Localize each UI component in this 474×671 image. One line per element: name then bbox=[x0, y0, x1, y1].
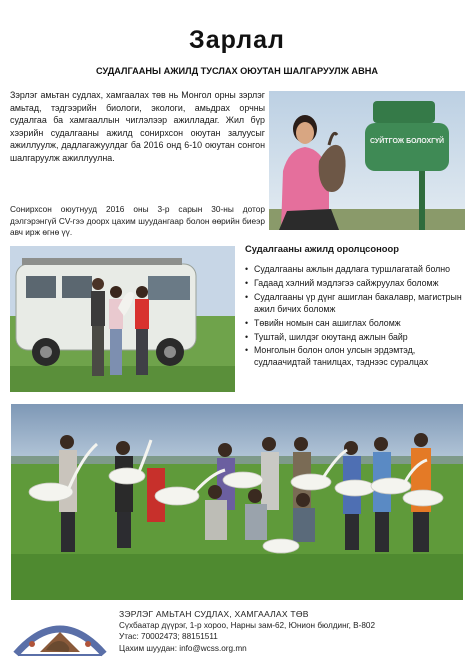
opportunity-item: • Туштай, шилдэг оюутанд ажлын байр bbox=[245, 332, 470, 344]
intro-paragraph: Зэрлэг амьтан судлах, хамгаалах төв нь Монгол орны зэрлэг амьтад, тэдгээрийн биологи, экологи, амьдрах орчны судалгаа ба хамгааллын чиглэлээр ажилладаг. Жил бүр хээрийн судалгааны ажилд сонирхсон оюутан залуусыг ажиллуулж, дадлагажуулдаг ба 2016 онд 6-10 оюутан сонгон шалгаруулж ажиллуулна. bbox=[10, 90, 265, 163]
wcss-logo bbox=[10, 608, 110, 664]
deadline-paragraph: Сонирхсон оюутнууд 2016 оны 3-р сарын 30-ны дотор дэлгэрэнгүй CV-гээ доорх цахим шуудангаар болон өөрийн биеэр авч ирж өгнө үү. bbox=[10, 204, 265, 238]
opportunity-item: • Гадаад хэлний мэдлэгээ сайжруулах боломж bbox=[245, 278, 470, 290]
opportunity-item: • Монголын болон олон улсын эрдэмтэд, судлаачидтай танилцах, тэднээс суралцах bbox=[245, 345, 470, 369]
footer-email[interactable]: Цахим шуудан: info@wcss.org.mn bbox=[119, 643, 247, 653]
photo-researcher-with-bird bbox=[269, 91, 465, 230]
footer-organization: ЗЭРЛЭГ АМЬТАН СУДЛАХ, ХАМГААЛАХ ТӨВ bbox=[119, 609, 309, 619]
page-title: Зарлал bbox=[189, 26, 285, 54]
opportunity-item: • Төвийн номын сан ашиглах боломж bbox=[245, 318, 470, 330]
opportunity-item: • Судалгааны ажлын дадлага туршлагатай болно bbox=[245, 264, 470, 276]
opportunities-list bbox=[245, 264, 470, 371]
opportunity-item: • Судалгааны үр дүнг ашиглан бакалавр, магистрын ажил бичих боломж bbox=[245, 292, 470, 316]
opportunities-heading: Судалгааны ажилд оролцсоноор bbox=[245, 243, 399, 254]
photo-group-with-swans bbox=[11, 404, 463, 600]
contact-footer bbox=[119, 609, 375, 654]
page-subtitle: СУДАЛГААНЫ АЖИЛД ТУСЛАХ ОЮУТАН ШАЛГАРУУЛЖ АВНА bbox=[96, 66, 378, 76]
sign-text: СУЙТГОЖ БОЛОХГҮЙ bbox=[369, 138, 445, 145]
photo-van-team bbox=[10, 246, 235, 392]
footer-address: Сүхбаатар дүүрэг, 1-р хороо, Нарны зам-62, Юнион бюлдинг, В-802 bbox=[119, 621, 375, 631]
footer-phone: Утас: 70002473; 88151511 bbox=[119, 632, 218, 642]
